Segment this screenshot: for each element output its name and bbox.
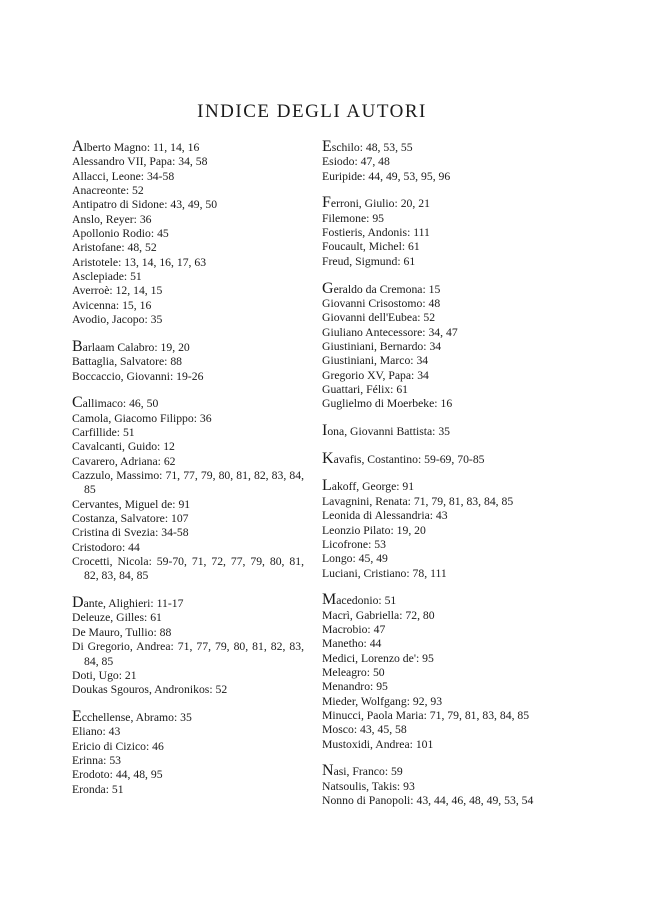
index-entry: Di Gregorio, Andrea: 71, 77, 79, 80, 81, 82, 83, 84, 85	[72, 640, 304, 668]
letter-group	[72, 396, 304, 583]
index-entry: Cavarero, Adriana: 62	[72, 454, 176, 468]
index-entry: Medici, Lorenzo de': 95	[322, 651, 434, 665]
index-entry: Allacci, Leone: 34-58	[72, 169, 175, 183]
index-entry: Filemone: 95	[322, 211, 385, 225]
index-entry: Carfillide: 51	[72, 425, 135, 439]
letter-group	[72, 707, 304, 797]
index-entry: Anslo, Reyer: 36	[72, 212, 152, 226]
index-entry: Eliano: 43	[72, 725, 121, 739]
index-entry: Giovanni dell'Eubea: 52	[322, 311, 436, 325]
index-entry: Euripide: 44, 49, 53, 95, 96	[322, 169, 451, 183]
index-entry: Ferroni, Giulio: 20, 21	[322, 194, 430, 212]
index-entry: Cazzulo, Massimo: 71, 77, 79, 80, 81, 82, 83, 84, 85	[72, 469, 304, 497]
index-entry: Minucci, Paola Maria: 71, 79, 81, 83, 84, 85	[322, 709, 530, 723]
letter-group	[322, 196, 558, 269]
letter-group	[322, 140, 558, 184]
index-entry: Natsoulis, Takis: 93	[322, 779, 415, 793]
index-entry: Alessandro VII, Papa: 34, 58	[72, 155, 208, 169]
index-entry: Iona, Giovanni Battista: 35	[322, 422, 451, 440]
index-entry: Mieder, Wolfgang: 92, 93	[322, 694, 443, 708]
index-entry: Ericio di Cizico: 46	[72, 739, 164, 753]
index-entry: Menandro: 95	[322, 680, 388, 694]
index-entry: Alberto Magno: 11, 14, 16	[72, 138, 200, 155]
index-entry: Aristotele: 13, 14, 16, 17, 63	[72, 255, 207, 269]
index-entry: Aristofane: 48, 52	[72, 241, 157, 255]
index-entry: Camola, Giacomo Filippo: 36	[72, 411, 212, 425]
index-entry: Mustoxidi, Andrea: 101	[322, 737, 434, 751]
index-entry: Fostieris, Andonis: 111	[322, 226, 430, 240]
index-entry: Manetho: 44	[322, 637, 382, 651]
index-entry: Anacreonte: 52	[72, 184, 144, 198]
index-entry: Giustiniani, Marco: 34	[322, 354, 429, 368]
index-entry: Avodio, Jacopo: 35	[72, 313, 163, 327]
index-entry: Macrobio: 47	[322, 622, 386, 636]
index-entry: Meleagro: 50	[322, 666, 385, 679]
index-entry: Cervantes, Miguel de: 91	[72, 497, 191, 511]
index-entry: Erodoto: 44, 48, 95	[72, 768, 163, 782]
index-entry: Macrì, Gabriella: 72, 80	[322, 608, 435, 622]
index-entry: Dante, Alighieri: 11-17	[72, 594, 184, 612]
index-entry: Lavagnini, Renata: 71, 79, 81, 83, 84, 85	[322, 494, 514, 508]
letter-group	[322, 279, 558, 412]
index-entry: Apollonio Rodio: 45	[72, 227, 169, 241]
index-entry: Eschilo: 48, 53, 55	[322, 138, 413, 155]
index-entry: Doukas Sgouros, Andronikos: 52	[72, 683, 228, 697]
index-entry: Erinna: 53	[72, 753, 122, 767]
index-entry: Avicenna: 15, 16	[72, 298, 152, 312]
index-entry: Battaglia, Salvatore: 88	[72, 355, 183, 369]
index-entry: Cavalcanti, Guido: 12	[72, 440, 175, 454]
letter-group	[72, 596, 304, 697]
index-entry: Asclepiade: 51	[72, 270, 142, 284]
index-entry: Nasi, Franco: 59	[322, 762, 403, 780]
index-entry: Lakoff, George: 91	[322, 477, 415, 495]
letter-group	[322, 593, 558, 752]
index-entry: Crocetti, Nicola: 59-70, 71, 72, 77, 79, 80, 81, 82, 83, 84, 85	[72, 555, 304, 583]
index-entry: Licofrone: 53	[322, 537, 386, 551]
index-entry: Barlaam Calabro: 19, 20	[72, 337, 190, 355]
index-entry: De Mauro, Tullio: 88	[72, 625, 172, 639]
index-entry: Guattari, Félix: 61	[322, 382, 409, 396]
index-entry: Macedonio: 51	[322, 591, 397, 609]
index-entry: Eronda: 51	[72, 782, 124, 796]
letter-group	[322, 479, 558, 580]
index-entry: Leonzio Pilato: 19, 20	[322, 523, 426, 537]
page-title: INDICE DEGLI AUTORI	[197, 101, 427, 122]
letter-group	[322, 764, 558, 808]
letter-group	[322, 449, 558, 467]
index-entry: Freud, Sigmund: 61	[322, 254, 416, 268]
index-entry: Foucault, Michel: 61	[322, 240, 420, 254]
index-entry: Giuliano Antecessore: 34, 47	[322, 325, 458, 339]
index-entry: Nonno di Panopoli: 43, 44, 46, 48, 49, 53, 54	[322, 794, 534, 808]
letter-group	[72, 140, 304, 327]
index-column-left	[72, 140, 304, 809]
index-entry: Leonida di Alessandria: 43	[322, 509, 448, 523]
index-entry: Deleuze, Gilles: 61	[72, 611, 162, 625]
index-entry: Cristina di Svezia: 34-58	[72, 526, 189, 540]
index-entry: Boccaccio, Giovanni: 19-26	[72, 369, 204, 383]
index-entry: Geraldo da Cremona: 15	[322, 279, 441, 297]
index-entry: Mosco: 43, 45, 58	[322, 723, 407, 737]
index-entry: Averroè: 12, 14, 15	[72, 284, 163, 298]
index-entry: Costanza, Salvatore: 107	[72, 512, 189, 526]
index-entry: Ecchellense, Abramo: 35	[72, 707, 192, 725]
index-entry: Antipatro di Sidone: 43, 49, 50	[72, 198, 218, 212]
index-entry: Callimaco: 46, 50	[72, 394, 159, 412]
index-entry: Giovanni Crisostomo: 48	[322, 296, 441, 310]
index-entry: Luciani, Cristiano: 78, 111	[322, 566, 447, 580]
index-entry: Doti, Ugo: 21	[72, 668, 137, 682]
index-entry: Cristodoro: 44	[72, 540, 140, 554]
letter-group	[72, 337, 304, 384]
index-entry: Esiodo: 47, 48	[322, 155, 390, 169]
index-entry: Longo: 45, 49	[322, 552, 388, 566]
index-entry: Giustiniani, Bernardo: 34	[322, 339, 442, 353]
index-entry: Guglielmo di Moerbeke: 16	[322, 397, 453, 411]
index-entry: Kavafis, Costantino: 59-69, 70-85	[322, 449, 485, 467]
index-column-right	[322, 140, 558, 821]
letter-group	[322, 424, 558, 439]
index-entry: Gregorio XV, Papa: 34	[322, 368, 429, 382]
